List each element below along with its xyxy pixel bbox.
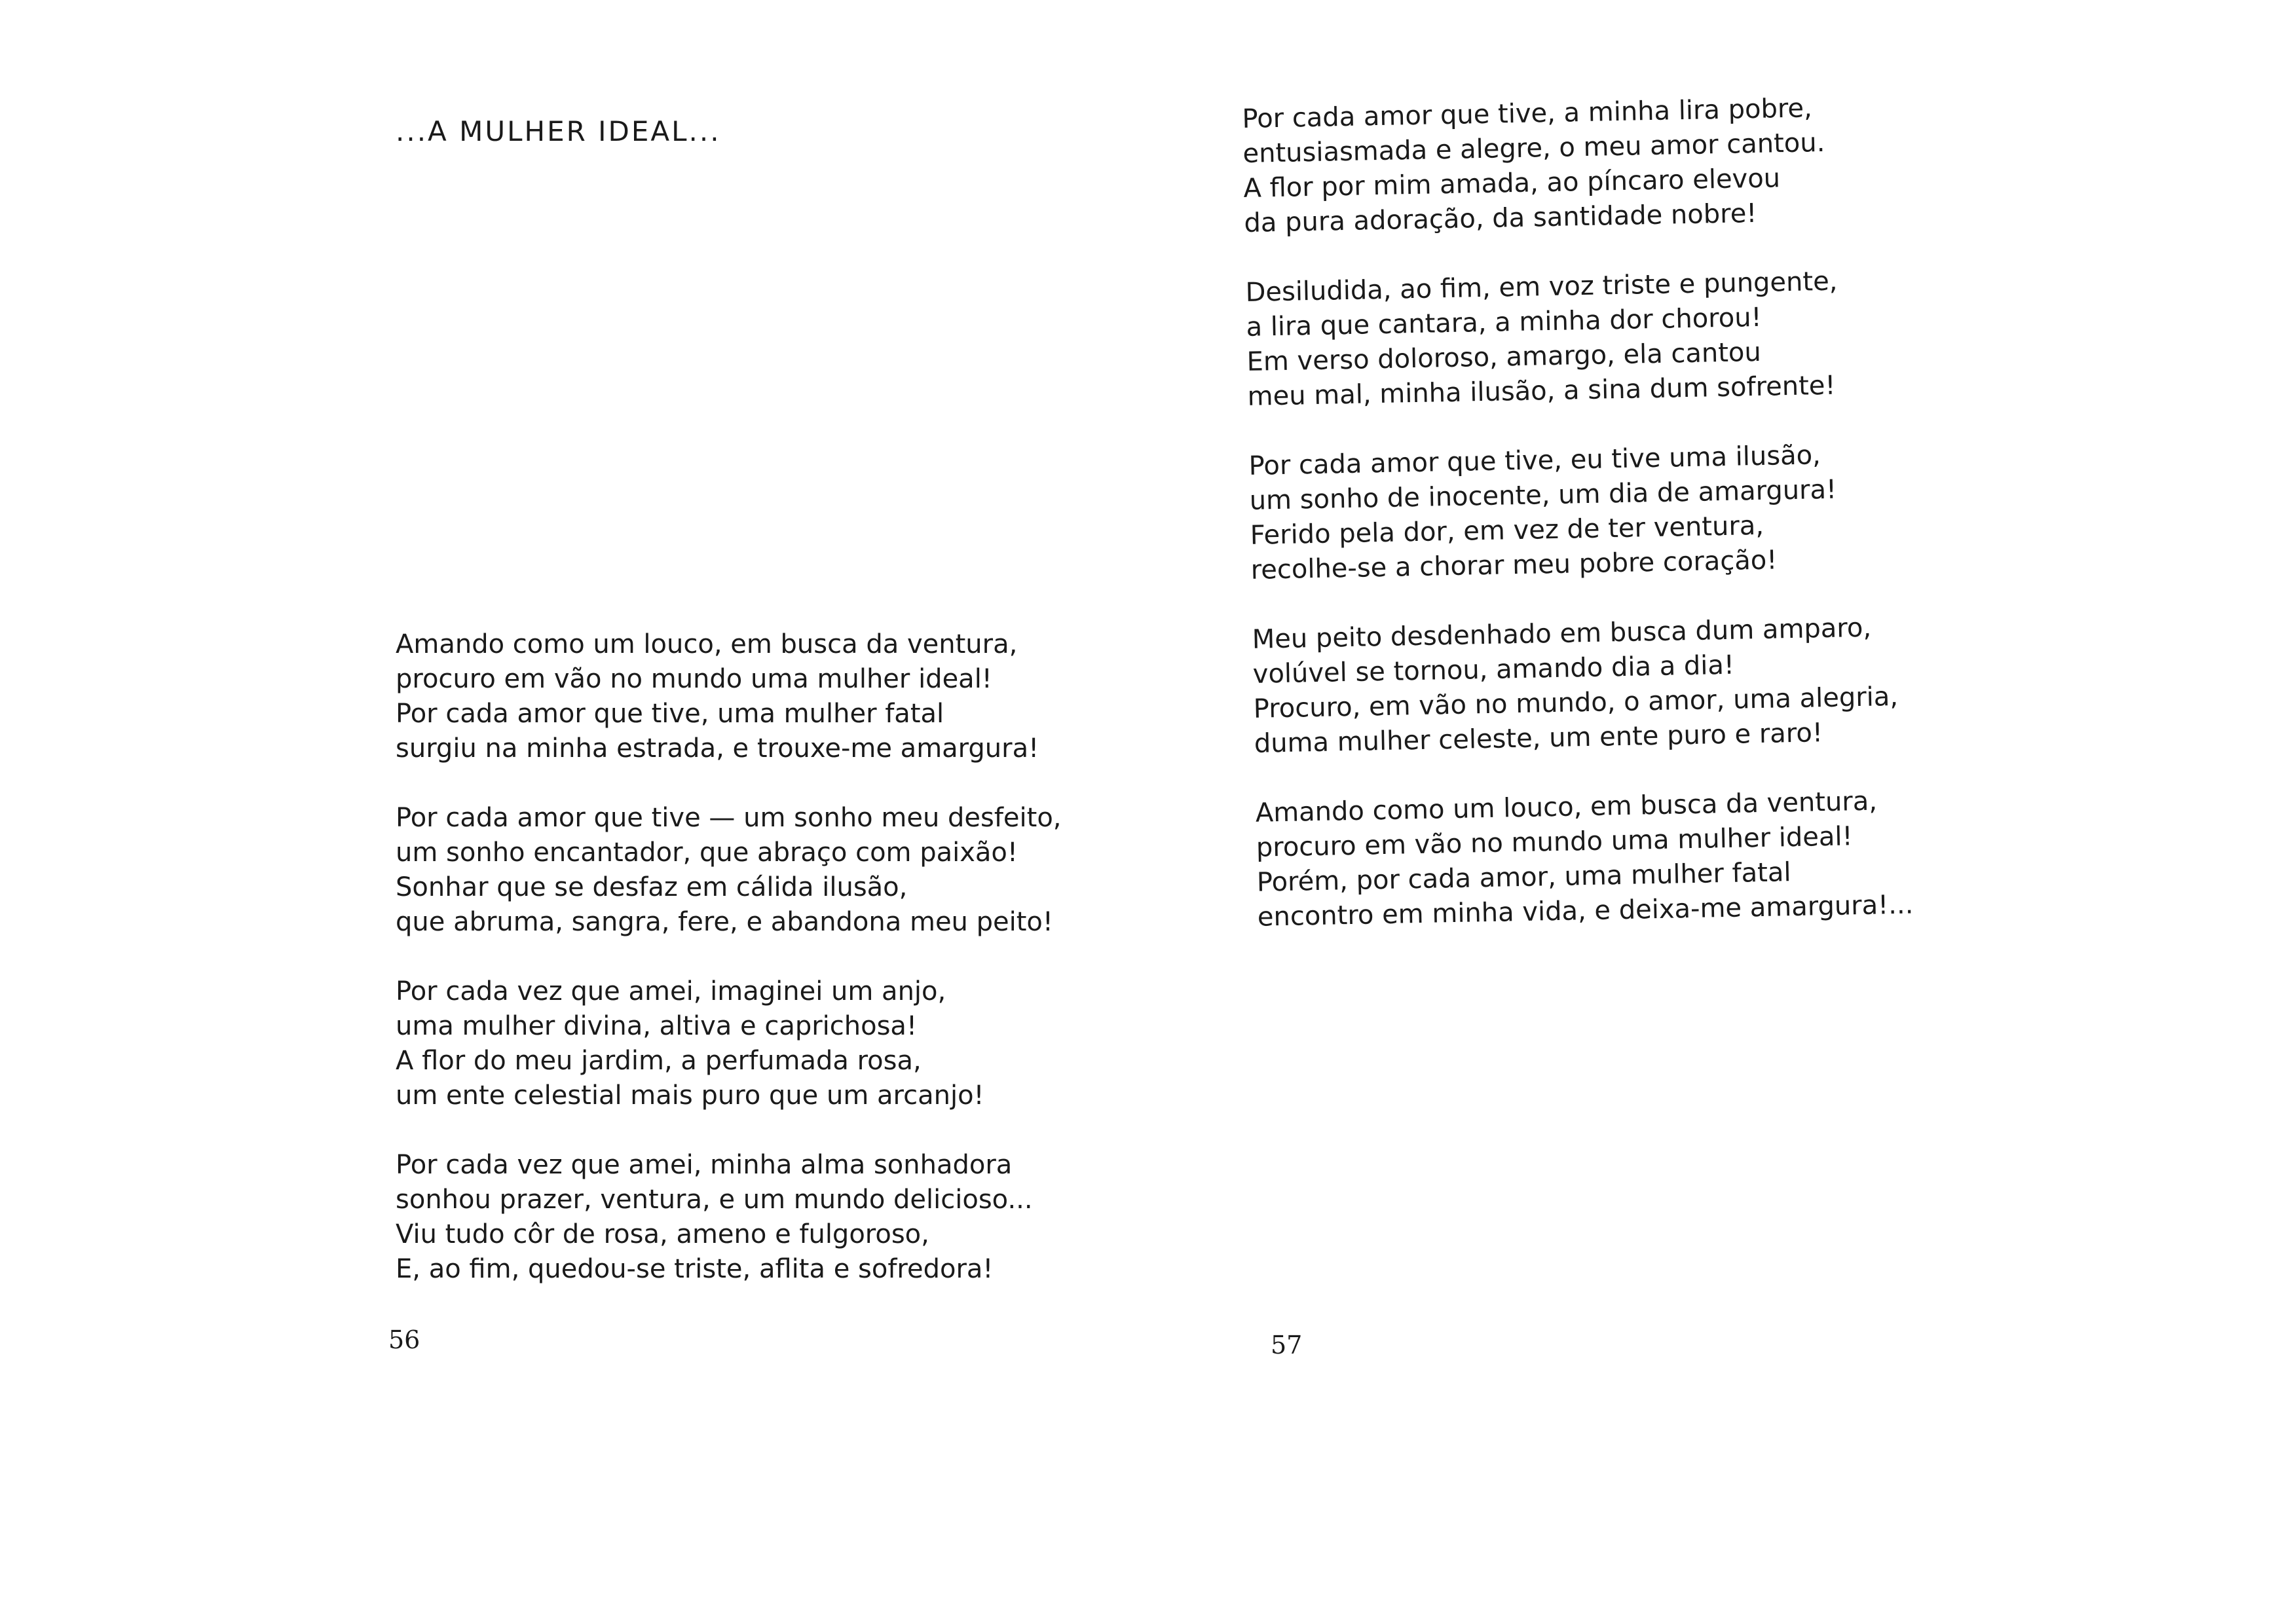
verse-line: sonhou prazer, ventura, e um mundo delicioso... [396, 1185, 1033, 1215]
verse-line: a lira que cantara, a minha dor chorou! [1246, 302, 1763, 342]
verse-line: Por cada amor que tive, uma mulher fatal [396, 699, 944, 729]
verse-line: Por cada amor que tive, eu tive uma ilusão, [1248, 440, 1821, 481]
verse-line: um sonho de inocente, um dia de amargura! [1249, 474, 1837, 516]
verse-line: da pura adoração, da santidade nobre! [1244, 198, 1757, 238]
verse-line: Amando como um louco, em busca da ventura, [396, 629, 1018, 659]
verse-line: um sonho encantador, que abraço com paixão! [396, 838, 1018, 868]
verse-line: Amando como um louco, em busca da ventura, [1255, 786, 1878, 828]
verse-line: encontro em minha vida, e deixa-me amargura!... [1257, 889, 1914, 932]
poem-left-column [396, 627, 1062, 1321]
stanza [1248, 437, 1907, 588]
stanza [1255, 784, 1913, 935]
page-number: 56 [388, 1325, 420, 1354]
verse-line: duma mulher celeste, um ente puro e raro! [1254, 718, 1823, 759]
verse-line: Ferido pela dor, em vez de ter ventura, [1250, 510, 1764, 551]
verse-line: uma mulher divina, altiva e caprichosa! [396, 1011, 917, 1041]
verse-line: meu mal, minha ilusão, a sina dum sofrente! [1247, 370, 1836, 412]
page-number: 57 [1271, 1331, 1303, 1359]
poem-right-column [1242, 90, 1914, 970]
verse-line: entusiasmada e alegre, o meu amor cantou. [1242, 127, 1825, 169]
stanza [396, 627, 1062, 766]
stanza [1252, 610, 1910, 762]
stanza [396, 1148, 1062, 1287]
verse-line: Desiludida, ao fim, em voz triste e pungente, [1245, 266, 1838, 308]
verse-line: Meu peito desdenhado em busca dum amparo, [1252, 612, 1872, 655]
verse-line: recolhe-se a chorar meu pobre coração! [1250, 545, 1778, 585]
verse-line: procuro em vão no mundo uma mulher ideal! [396, 664, 992, 694]
right-page [1148, 0, 2295, 1624]
verse-line: volúvel se tornou, amando dia a dia! [1252, 650, 1735, 690]
stanza [1242, 90, 1900, 241]
verse-line: Por cada vez que amei, imaginei um anjo, [396, 976, 946, 1006]
verse-line: Em verso doloroso, amargo, ela cantou [1246, 337, 1762, 377]
stanza [396, 801, 1062, 940]
stanza [396, 974, 1062, 1113]
verse-line: que abruma, sangra, fere, e abandona meu peito! [396, 907, 1053, 937]
verse-line: Sonhar que se desfaz em cálida ilusão, [396, 872, 908, 902]
verse-line: procuro em vão no mundo uma mulher ideal! [1256, 821, 1853, 863]
verse-line: Por cada amor que tive, a minha lira pobre, [1242, 93, 1813, 134]
verse-line: Viu tudo côr de rosa, ameno e fulgoroso, [396, 1219, 929, 1249]
stanza [1245, 263, 1903, 415]
verse-line: Por cada amor que tive — um sonho meu desfeito, [396, 803, 1062, 833]
verse-line: surgiu na minha estrada, e trouxe-me amargura! [396, 733, 1039, 764]
poem-title: ...A MULHER IDEAL... [396, 115, 721, 147]
verse-line: E, ao fim, quedou-se triste, aflita e sofredora! [396, 1254, 994, 1284]
verse-line: A flor por mim amada, ao píncaro elevou [1243, 163, 1781, 204]
verse-line: Procuro, em vão no mundo, o amor, uma alegria, [1253, 681, 1899, 724]
verse-line: Por cada vez que amei, minha alma sonhadora [396, 1150, 1013, 1180]
verse-line: um ente celestial mais puro que um arcanjo! [396, 1080, 984, 1111]
verse-line: A flor do meu jardim, a perfumada rosa, [396, 1046, 922, 1076]
verse-line: Porém, por cada amor, uma mulher fatal [1256, 857, 1791, 898]
